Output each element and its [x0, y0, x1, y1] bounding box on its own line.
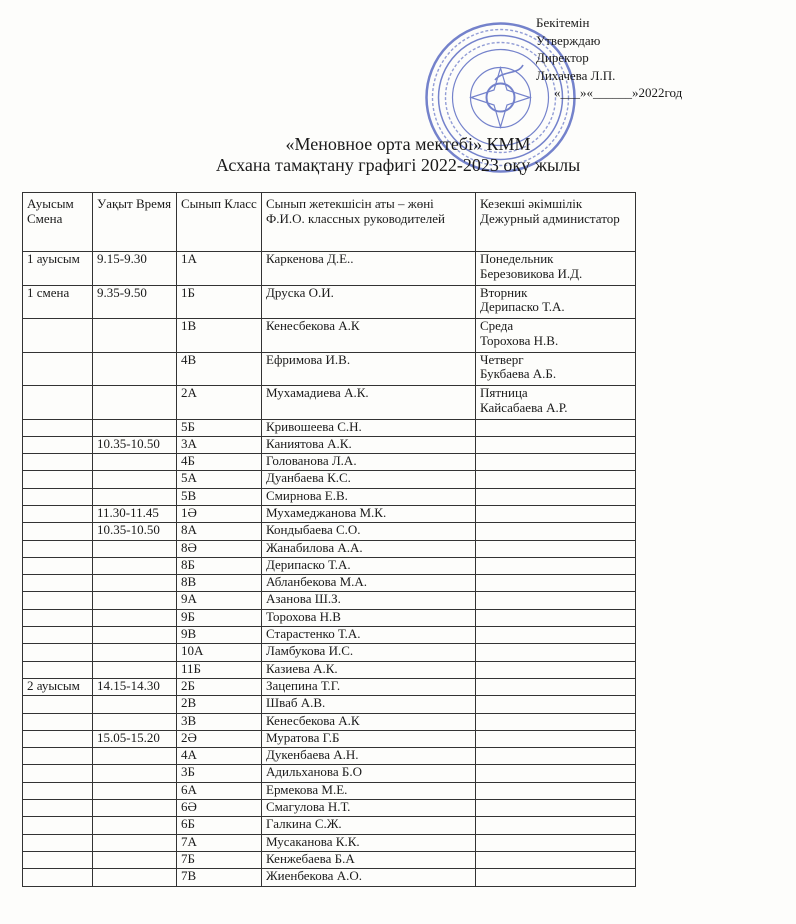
- meal-schedule-table: [22, 192, 636, 887]
- table-row: [23, 661, 636, 678]
- cell-shift: [23, 730, 93, 747]
- cell-time: [93, 851, 177, 868]
- cell-class: 3Б: [177, 765, 262, 782]
- table-row: [23, 730, 636, 747]
- table-row: [23, 851, 636, 868]
- cell-shift: [23, 834, 93, 851]
- cell-time: [93, 869, 177, 886]
- cell-class: 4Б: [177, 454, 262, 471]
- school-name: «Меновное орта мектебі» КММ: [285, 134, 531, 154]
- cell-duty: [476, 419, 636, 436]
- approval-line-approve-ru: Утверждаю: [536, 32, 601, 48]
- cell-time: [93, 782, 177, 799]
- cell-class: 2Б: [177, 678, 262, 695]
- cell-teacher: Мусаканова К.К.: [262, 834, 476, 851]
- cell-teacher: Ламбукова И.С.: [262, 644, 476, 661]
- cell-teacher: Смагулова Н.Т.: [262, 800, 476, 817]
- table-row: [23, 252, 636, 286]
- table-row: [23, 386, 636, 420]
- cell-duty: [476, 782, 636, 799]
- cell-class: 2В: [177, 696, 262, 713]
- cell-duty: [476, 575, 636, 592]
- cell-class: 9А: [177, 592, 262, 609]
- duty-admin: Торохова Н.В.: [480, 332, 559, 348]
- cell-duty: [476, 851, 636, 868]
- cell-time: [93, 471, 177, 488]
- table-row: [23, 575, 636, 592]
- cell-shift: [23, 817, 93, 834]
- cell-shift: [23, 644, 93, 661]
- approval-line-date: «___»«______»2022год: [554, 85, 683, 100]
- cell-class: 4В: [177, 352, 262, 386]
- cell-class: 6А: [177, 782, 262, 799]
- table-row: [23, 696, 636, 713]
- table-row: [23, 352, 636, 386]
- cell-shift: [23, 540, 93, 557]
- cell-teacher: Абланбекова М.А.: [262, 575, 476, 592]
- cell-shift: [23, 386, 93, 420]
- table-row: [23, 419, 636, 436]
- table-row: [23, 627, 636, 644]
- cell-time: 10.35-10.50: [93, 436, 177, 453]
- cell-time: [93, 540, 177, 557]
- cell-duty: [476, 471, 636, 488]
- cell-class: 10А: [177, 644, 262, 661]
- cell-duty: [476, 488, 636, 505]
- table-row: [23, 523, 636, 540]
- cell-shift: 2 ауысым: [23, 678, 93, 695]
- approval-line-approve-kz: Бекітемін: [536, 15, 590, 30]
- cell-duty: [476, 609, 636, 626]
- table-body: [23, 252, 636, 887]
- cell-teacher: Мухамеджанова М.К.: [262, 505, 476, 522]
- cell-teacher: Голованова Л.А.: [262, 454, 476, 471]
- cell-teacher: Смирнова Е.В.: [262, 488, 476, 505]
- table-row: [23, 817, 636, 834]
- cell-duty: [476, 454, 636, 471]
- duty-day: Пятница: [480, 385, 528, 400]
- cell-time: [93, 661, 177, 678]
- cell-time: 9.15-9.30: [93, 252, 177, 286]
- cell-time: [93, 419, 177, 436]
- cell-duty: [476, 696, 636, 713]
- cell-shift: [23, 523, 93, 540]
- approval-line-director: Директор: [536, 50, 589, 65]
- cell-duty: [476, 644, 636, 661]
- cell-time: [93, 644, 177, 661]
- header-teacher: Сынып жетекшісін аты – жөні Ф.И.О. классных руководителей: [262, 193, 476, 252]
- cell-duty: [476, 800, 636, 817]
- cell-shift: [23, 869, 93, 886]
- cell-time: [93, 696, 177, 713]
- cell-class: 4А: [177, 748, 262, 765]
- cell-shift: [23, 748, 93, 765]
- cell-class: 8Б: [177, 557, 262, 574]
- cell-time: [93, 592, 177, 609]
- cell-shift: [23, 609, 93, 626]
- cell-time: [93, 713, 177, 730]
- document-title: [0, 134, 796, 176]
- cell-time: 9.35-9.50: [93, 285, 177, 319]
- cell-class: 1Б: [177, 285, 262, 319]
- cell-shift: [23, 800, 93, 817]
- cell-duty: [476, 436, 636, 453]
- cell-time: 14.15-14.30: [93, 678, 177, 695]
- cell-class: 2Ә: [177, 730, 262, 747]
- cell-shift: [23, 436, 93, 453]
- table-row: [23, 800, 636, 817]
- header-duty: Кезекші әкімшілік Дежурный администатор: [476, 193, 636, 252]
- cell-class: 3В: [177, 713, 262, 730]
- cell-class: 9В: [177, 627, 262, 644]
- cell-teacher: Кенесбекова А.К: [262, 713, 476, 730]
- cell-duty: [476, 523, 636, 540]
- cell-teacher: Казиева А.К.: [262, 661, 476, 678]
- cell-class: 5Б: [177, 419, 262, 436]
- table-row: [23, 540, 636, 557]
- approval-block: [536, 14, 682, 102]
- cell-duty: [476, 505, 636, 522]
- cell-teacher: Ермекова М.Е.: [262, 782, 476, 799]
- cell-class: 1В: [177, 319, 262, 353]
- cell-shift: [23, 713, 93, 730]
- cell-class: 11Б: [177, 661, 262, 678]
- table-row: [23, 454, 636, 471]
- table-header-row: [23, 193, 636, 252]
- cell-shift: [23, 661, 93, 678]
- cell-shift: [23, 851, 93, 868]
- cell-class: 2А: [177, 386, 262, 420]
- cell-shift: [23, 575, 93, 592]
- cell-shift: [23, 471, 93, 488]
- cell-duty: [476, 386, 636, 420]
- cell-time: [93, 800, 177, 817]
- table-row: [23, 471, 636, 488]
- duty-day: Четверг: [480, 352, 524, 367]
- cell-time: [93, 765, 177, 782]
- cell-shift: [23, 488, 93, 505]
- cell-shift: [23, 765, 93, 782]
- approval-line-name: Лихачева Л.П.: [536, 67, 616, 83]
- cell-shift: 1 ауысым: [23, 252, 93, 286]
- table-row: [23, 834, 636, 851]
- cell-time: [93, 386, 177, 420]
- cell-duty: [476, 352, 636, 386]
- cell-class: 7В: [177, 869, 262, 886]
- cell-shift: [23, 592, 93, 609]
- table-row: [23, 505, 636, 522]
- cell-duty: [476, 817, 636, 834]
- cell-teacher: Кенесбекова А.К: [262, 319, 476, 353]
- cell-time: 11.30-11.45: [93, 505, 177, 522]
- cell-class: 1Ә: [177, 505, 262, 522]
- duty-admin: Березовикова И.Д.: [480, 265, 583, 281]
- cell-shift: [23, 352, 93, 386]
- table-row: [23, 285, 636, 319]
- duty-admin: Кайсабаева А.Р.: [480, 399, 568, 415]
- cell-time: 15.05-15.20: [93, 730, 177, 747]
- duty-admin: Дерипаско Т.А.: [480, 299, 565, 314]
- cell-time: [93, 319, 177, 353]
- cell-teacher: Азанова Ш.З.: [262, 592, 476, 609]
- cell-duty: [476, 319, 636, 353]
- table-row: [23, 748, 636, 765]
- cell-teacher: Торохова Н.В: [262, 609, 476, 626]
- cell-time: [93, 817, 177, 834]
- cell-teacher: Жиенбекова А.О.: [262, 869, 476, 886]
- cell-teacher: Каркенова Д.Е..: [262, 252, 476, 286]
- cell-time: [93, 352, 177, 386]
- cell-duty: [476, 730, 636, 747]
- cell-class: 9Б: [177, 609, 262, 626]
- schedule-title: Асхана тамақтану графигі 2022-2023 оқу жылы: [215, 155, 581, 175]
- cell-teacher: Каниятова А.К.: [262, 436, 476, 453]
- cell-duty: [476, 748, 636, 765]
- cell-class: 5В: [177, 488, 262, 505]
- cell-time: [93, 488, 177, 505]
- cell-shift: [23, 319, 93, 353]
- cell-duty: [476, 592, 636, 609]
- cell-class: 8Ә: [177, 540, 262, 557]
- cell-teacher: Зацепина Т.Г.: [262, 678, 476, 695]
- cell-duty: [476, 713, 636, 730]
- duty-day: Понедельник: [480, 251, 554, 266]
- cell-class: 6Ә: [177, 800, 262, 817]
- cell-teacher: Ефримова И.В.: [262, 352, 476, 386]
- cell-class: 6Б: [177, 817, 262, 834]
- cell-shift: 1 смена: [23, 285, 93, 319]
- cell-duty: [476, 869, 636, 886]
- cell-time: 10.35-10.50: [93, 523, 177, 540]
- table-row: [23, 713, 636, 730]
- cell-class: 1А: [177, 252, 262, 286]
- cell-duty: [476, 285, 636, 319]
- cell-shift: [23, 627, 93, 644]
- cell-duty: [476, 765, 636, 782]
- table-row: [23, 782, 636, 799]
- cell-duty: [476, 678, 636, 695]
- cell-teacher: Кривошеева С.Н.: [262, 419, 476, 436]
- cell-teacher: Дуанбаева К.С.: [262, 471, 476, 488]
- cell-teacher: Адильханова Б.О: [262, 765, 476, 782]
- cell-duty: [476, 661, 636, 678]
- header-class: Сынып Класс: [177, 193, 262, 252]
- table-row: [23, 869, 636, 886]
- duty-day: Вторник: [480, 285, 528, 300]
- cell-shift: [23, 696, 93, 713]
- cell-shift: [23, 419, 93, 436]
- table-row: [23, 609, 636, 626]
- header-time: Уақыт Время: [93, 193, 177, 252]
- cell-duty: [476, 252, 636, 286]
- cell-teacher: Кондыбаева С.О.: [262, 523, 476, 540]
- cell-duty: [476, 540, 636, 557]
- cell-shift: [23, 505, 93, 522]
- cell-teacher: Мухамадиева А.К.: [262, 386, 476, 420]
- cell-time: [93, 609, 177, 626]
- cell-shift: [23, 454, 93, 471]
- cell-shift: [23, 557, 93, 574]
- cell-duty: [476, 627, 636, 644]
- cell-time: [93, 557, 177, 574]
- cell-time: [93, 454, 177, 471]
- cell-teacher: Галкина С.Ж.: [262, 817, 476, 834]
- table-row: [23, 592, 636, 609]
- cell-duty: [476, 557, 636, 574]
- cell-time: [93, 575, 177, 592]
- cell-teacher: Шваб А.В.: [262, 696, 476, 713]
- cell-class: 5А: [177, 471, 262, 488]
- cell-teacher: Старастенко Т.А.: [262, 627, 476, 644]
- cell-duty: [476, 834, 636, 851]
- header-shift: Ауысым Смена: [23, 193, 93, 252]
- cell-teacher: Жанабилова А.А.: [262, 540, 476, 557]
- cell-class: 7А: [177, 834, 262, 851]
- cell-teacher: Кенжебаева Б.А: [262, 851, 476, 868]
- cell-teacher: Друска О.И.: [262, 285, 476, 319]
- cell-shift: [23, 782, 93, 799]
- duty-admin: Букбаева А.Б.: [480, 366, 557, 381]
- cell-time: [93, 834, 177, 851]
- table-row: [23, 557, 636, 574]
- cell-class: 8В: [177, 575, 262, 592]
- table-row: [23, 765, 636, 782]
- cell-class: 7Б: [177, 851, 262, 868]
- cell-teacher: Дерипаско Т.А.: [262, 557, 476, 574]
- table-row: [23, 678, 636, 695]
- duty-day: Среда: [480, 318, 514, 333]
- cell-teacher: Дукенбаева А.Н.: [262, 748, 476, 765]
- table-row: [23, 319, 636, 353]
- cell-class: 8А: [177, 523, 262, 540]
- table-row: [23, 644, 636, 661]
- table-row: [23, 488, 636, 505]
- cell-time: [93, 748, 177, 765]
- cell-teacher: Муратова Г.Б: [262, 730, 476, 747]
- cell-time: [93, 627, 177, 644]
- cell-class: 3А: [177, 436, 262, 453]
- table-row: [23, 436, 636, 453]
